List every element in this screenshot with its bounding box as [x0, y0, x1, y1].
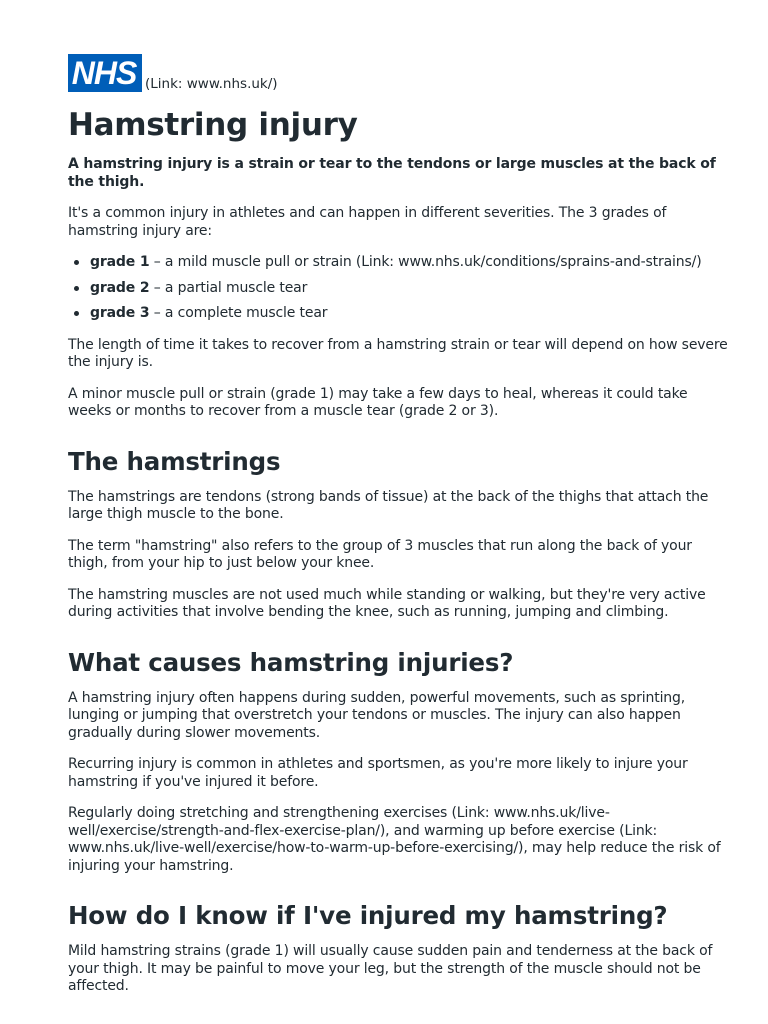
hamstrings-paragraph-1: The hamstrings are tendons (strong bands of tissue) at the back of the thighs that attach the large thigh muscle to the bone. — [68, 488, 709, 522]
intro-paragraph-2: The length of time it takes to recover from a hamstring strain or tear will depend on how severe the injury is. — [68, 336, 728, 370]
grade-label: grade 1 — [90, 254, 150, 270]
page-title: Hamstring injury — [68, 107, 358, 143]
grade-label: grade 3 — [90, 305, 150, 321]
section-heading-causes: What causes hamstring injuries? — [68, 647, 514, 677]
intro-paragraph-3: A minor muscle pull or strain (grade 1) may take a few days to heal, whereas it could take weeks or months to recover from a muscle tear (grade 2 or 3). — [68, 385, 688, 419]
list-item — [68, 305, 728, 323]
section-heading-hamstrings: The hamstrings — [68, 446, 281, 476]
grade-text: – a mild muscle pull or strain (Link: www.nhs.uk/conditions/sprains-and-strains/) — [149, 254, 702, 270]
hamstrings-paragraph-2: The term "hamstring" also refers to the group of 3 muscles that run along the back of your thigh, from your hip to just below your knee. — [68, 537, 692, 571]
grade-text: – a complete muscle tear — [149, 305, 328, 321]
grade-text: – a partial muscle tear — [149, 279, 308, 296]
intro-lead: A hamstring injury is a strain or tear to the tendons or large muscles at the back of the thigh. — [68, 156, 716, 190]
list-item — [68, 280, 728, 298]
list-item — [68, 254, 728, 272]
nhs-logo-mark — [70, 58, 138, 88]
hamstrings-paragraph-3: The hamstring muscles are not used much while standing or walking, but they're very active during activities that involve bending the knee, such as running, jumping and climbing. — [68, 586, 706, 620]
nhs-logo-text: NHS — [71, 58, 137, 88]
causes-paragraph-1: A hamstring injury often happens during sudden, powerful movements, such as sprinting, lunging or jumping that overstretch your tendons or muscles. The injury can also happen gradually during slower movements. — [68, 689, 686, 741]
intro-paragraph-1: It's a common injury in athletes and can happen in different severities. The 3 grades of hamstring injury are: — [68, 205, 667, 239]
bullet-icon — [74, 286, 79, 291]
causes-paragraph-2: Recurring injury is common in athletes and sportsmen, as you're more likely to injure your hamstring if you've injured it before. — [68, 756, 688, 790]
grade-label: grade 2 — [90, 279, 150, 296]
bullet-icon — [74, 311, 79, 316]
section-heading-know: How do I know if I've injured my hamstring? — [68, 901, 668, 930]
bullet-icon — [74, 260, 79, 265]
page-header — [68, 52, 728, 92]
know-paragraph-1: Mild hamstring strains (grade 1) will usually cause sudden pain and tenderness at the back of your thigh. It may be painful to move your leg, but the strength of the muscle should not be affected. — [68, 943, 713, 994]
nhs-logo[interactable] — [68, 54, 142, 92]
logo-link-text[interactable]: (Link: www.nhs.uk/) — [145, 76, 278, 92]
causes-paragraph-3: Regularly doing stretching and strengthening exercises (Link: www.nhs.uk/live-well/exercise/strength-and-flex-exercise-plan/), and warming up before exercise (Link: www.nhs.uk/live-well/exercise/how-to-warm-up-before-exercising/), may help reduce the risk of injuring your hamstring. — [68, 805, 721, 874]
grades-list — [68, 254, 728, 323]
